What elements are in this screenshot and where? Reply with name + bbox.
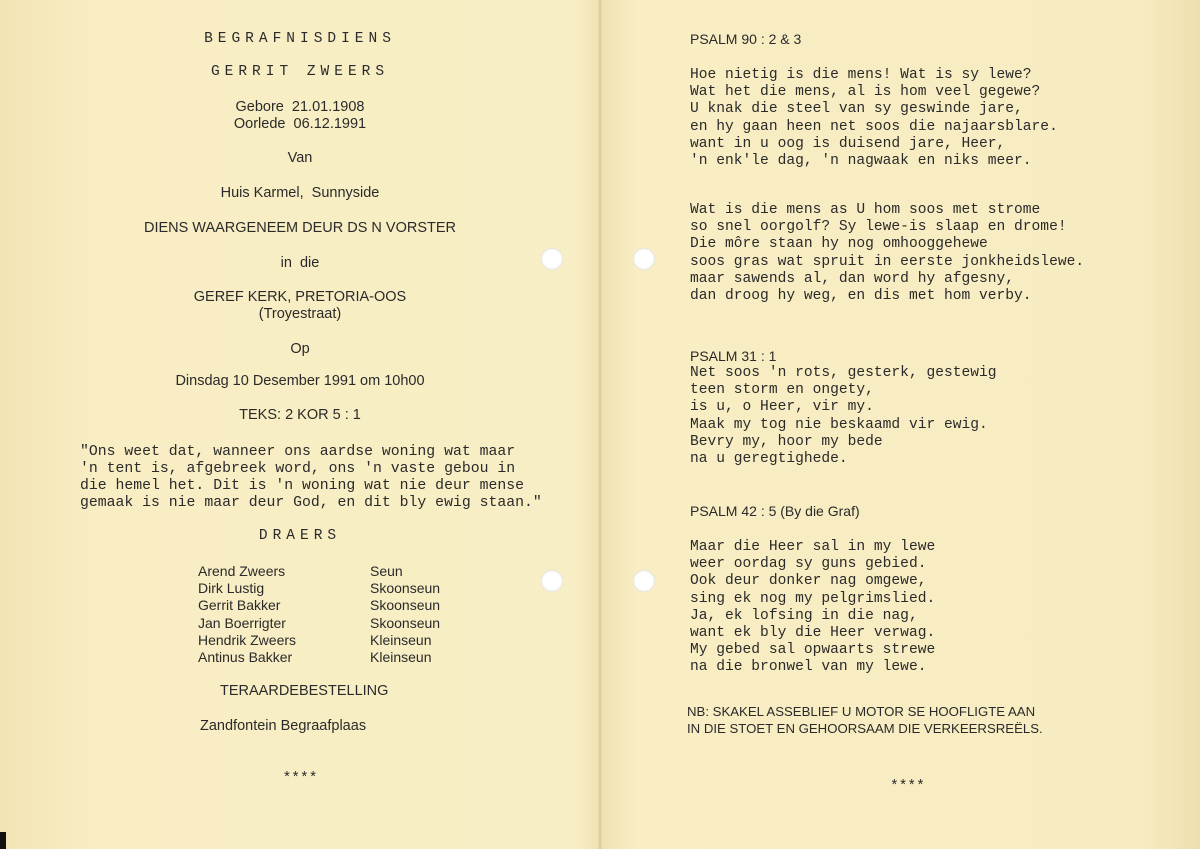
verse-line: so snel oorgolf? Sy lewe-is slaap en drome! xyxy=(690,219,1067,236)
quote-line: 'n tent is, afgebreek word, ons 'n vaste gebou in xyxy=(80,461,516,477)
psalm-90-verse-1 xyxy=(690,67,1058,170)
scripture-reference: TEKS: 2 KOR 5 : 1 xyxy=(239,407,361,423)
psalm-42-title: PSALM 42 : 5 (By die Graf) xyxy=(690,503,860,519)
end-mark: **** xyxy=(282,771,318,787)
burial-heading: TERAARDEBESTELLING xyxy=(220,683,389,699)
in-the-label: in die xyxy=(280,255,320,271)
birth-date: Gebore 21.01.1908 xyxy=(235,99,365,115)
bearer-row xyxy=(198,649,440,666)
verse-line: Die môre staan hy nog omhooggehewe xyxy=(690,236,988,253)
bearer-relation: Kleinseun xyxy=(370,631,432,648)
right-page xyxy=(640,0,1160,849)
bearer-name: Hendrik Zweers xyxy=(198,631,297,648)
verse-line: maar sawends al, dan word hy afgesny, xyxy=(690,270,1015,287)
church-street: (Troyestraat) xyxy=(258,306,342,322)
verse-line: want ek bly die Heer verwag. xyxy=(690,625,936,642)
verse-line: 'n enk'le dag, 'n nagwaak en niks meer. xyxy=(690,153,1032,170)
psalm-42-verse xyxy=(690,539,935,677)
verse-line: Wat het die mens, al is hom veel gegewe? xyxy=(690,84,1041,101)
bearers-heading: DRAERS xyxy=(258,528,342,544)
officiant: DIENS WAARGENEEM DEUR DS N VORSTER xyxy=(143,220,457,236)
verse-line: Maak my tog nie beskaamd vir ewig. xyxy=(690,416,988,433)
verse-line: is u, o Heer, vir my. xyxy=(690,399,874,416)
scripture-quote xyxy=(80,444,560,512)
document-title: BEGRAFNISDIENS xyxy=(204,31,396,47)
bearer-name: Dirk Lustig xyxy=(198,580,265,597)
verse-line: Ook deur donker nag omgewe, xyxy=(690,573,927,590)
verse-line: teen storm en ongety, xyxy=(690,382,874,399)
verse-line: weer oordag sy guns gebied. xyxy=(690,556,927,573)
verse-line: U knak die steel van sy geswinde jare, xyxy=(690,101,1023,118)
left-page xyxy=(40,0,560,849)
residence: Huis Karmel, Sunnyside xyxy=(220,185,380,201)
bearer-name: Jan Boerrigter xyxy=(198,614,286,631)
psalm-90-title: PSALM 90 : 2 & 3 xyxy=(690,31,802,47)
death-date: Oorlede 06.12.1991 xyxy=(233,116,367,132)
bearer-row xyxy=(198,563,440,580)
end-mark: **** xyxy=(890,779,925,795)
psalm-90-verse-2 xyxy=(690,202,1084,305)
church-name: GEREF KERK, PRETORIA-OOS xyxy=(193,289,407,305)
psalm-31-title: PSALM 31 : 1 xyxy=(690,348,777,364)
from-label: Van xyxy=(287,150,313,166)
verse-line: Net soos 'n rots, gesterk, gestewig xyxy=(690,365,997,381)
quote-line: "Ons weet dat, wanneer ons aardse woning wat maar xyxy=(80,444,516,460)
bearer-row xyxy=(198,597,440,614)
bearer-row xyxy=(198,615,440,632)
quote-line: die hemel het. Dit is 'n woning wat nie deur mense xyxy=(80,478,524,494)
verse-line: sing ek nog my pelgrimslied. xyxy=(690,590,936,607)
bearer-name: Gerrit Bakker xyxy=(198,597,281,614)
verse-line: na die bronwel van my lewe. xyxy=(690,659,927,676)
deceased-name: GERRIT ZWEERS xyxy=(210,64,390,80)
verse-line: soos gras wat spruit in eerste jonkheidslewe. xyxy=(690,253,1085,270)
verse-line: want in u oog is duisend jare, Heer, xyxy=(690,135,1006,152)
verse-line: en hy gaan heen net soos die najaarsblare. xyxy=(690,118,1058,135)
notice-line: NB: SKAKEL ASSEBLIEF U MOTOR SE HOOFLIGTE AAN xyxy=(687,704,1036,719)
bearer-relation: Seun xyxy=(370,563,403,579)
verse-line: Hoe nietig is die mens! Wat is sy lewe? xyxy=(690,67,1032,83)
verse-line: Wat is die mens as U hom soos met strome xyxy=(690,202,1041,218)
psalm-31-verse xyxy=(690,365,997,468)
bearer-name: Arend Zweers xyxy=(198,563,286,579)
verse-line: na u geregtighede. xyxy=(690,451,848,468)
bearer-row xyxy=(198,632,440,649)
notice-line: IN DIE STOET EN GEHOORSAAM DIE VERKEERSREËLS. xyxy=(687,721,1043,736)
bearer-row xyxy=(198,580,440,597)
verse-line: Maar die Heer sal in my lewe xyxy=(690,539,936,555)
bearers-list xyxy=(198,563,440,666)
verse-line: Ja, ek lofsing in die nag, xyxy=(690,607,918,624)
bearer-relation: Skoonseun xyxy=(370,597,441,614)
bearer-relation: Skoonseun xyxy=(370,614,441,631)
bearer-relation: Kleinseun xyxy=(370,648,432,665)
center-fold xyxy=(598,0,602,849)
bearer-name: Antinus Bakker xyxy=(198,648,293,665)
edge-mark xyxy=(0,832,6,849)
on-label: Op xyxy=(290,341,310,357)
quote-line: gemaak is nie maar deur God, en dit bly ewig staan." xyxy=(80,495,542,511)
service-date-time: Dinsdag 10 Desember 1991 om 10h00 xyxy=(175,373,425,389)
cemetery-name: Zandfontein Begraafplaas xyxy=(200,718,367,734)
verse-line: Bevry my, hoor my bede xyxy=(690,433,883,450)
bearer-relation: Skoonseun xyxy=(370,580,441,597)
verse-line: My gebed sal opwaarts strewe xyxy=(690,642,936,659)
verse-line: dan droog hy weg, en dis met hom verby. xyxy=(690,288,1032,305)
